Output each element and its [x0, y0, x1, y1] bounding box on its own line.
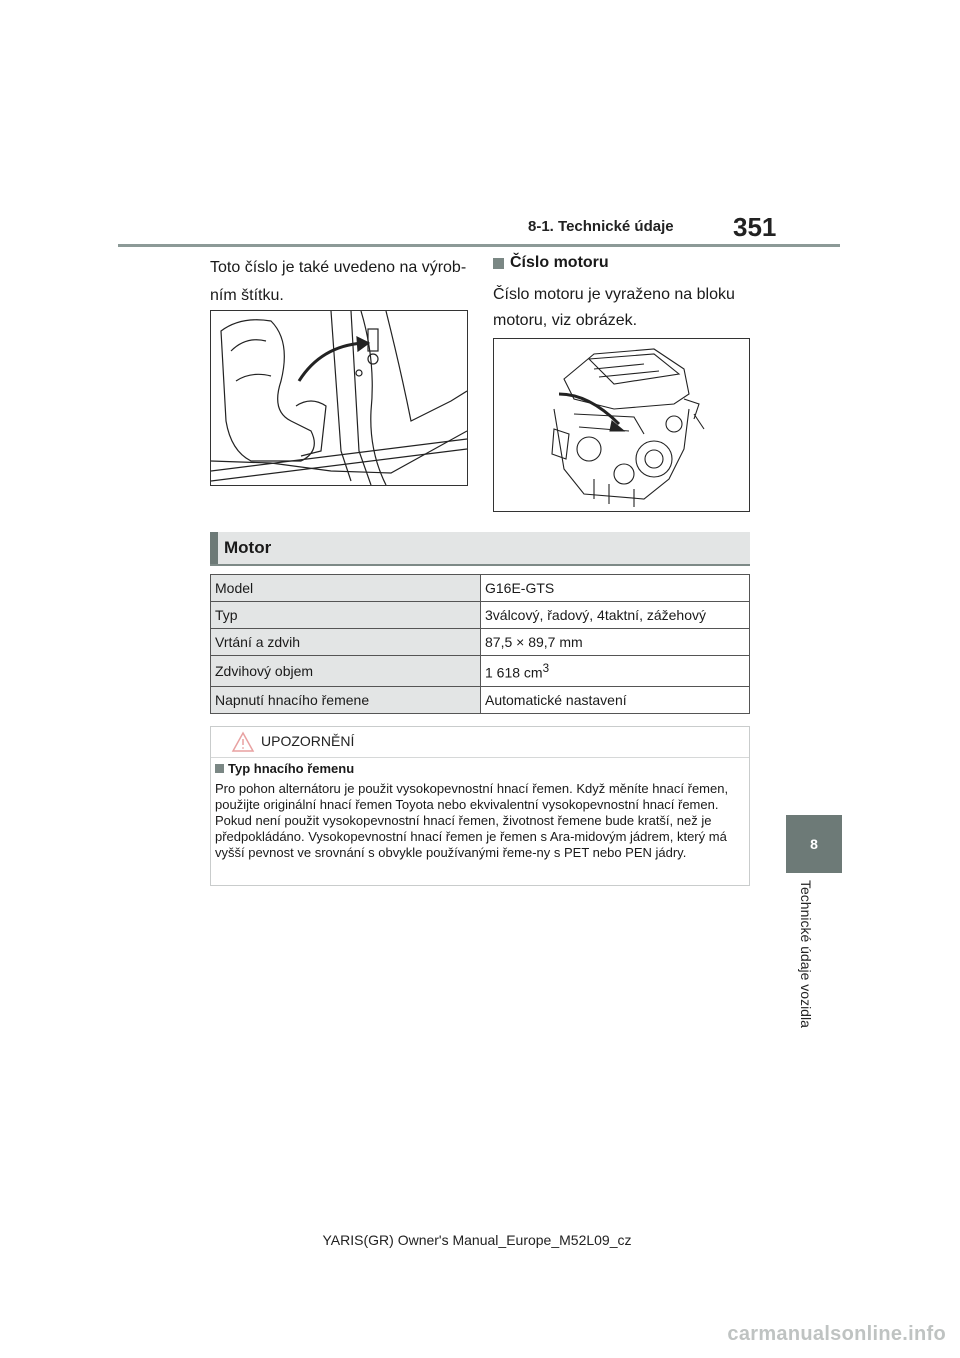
- spec-value: Automatické nastavení: [481, 687, 750, 714]
- warning-text: Pro pohon alternátoru je použit vysokopevnostní hnací řemen. Když měníte hnací řemen, použijte originální hnací řemen Toyota nebo ekvivalentní vysokopevnostní hnací řemen. Pokud není použit vysokopevnostní hnací řemen, životnost řemene bude kratší, než je předpokládáno. Vysokopevnostní hnací řemen je řemen s Ara-midovým jádrem, který má vyšší pevnost ve srovnání s obvykle používanými řeme-ny s PET nebo PEN jádry.: [215, 781, 729, 860]
- warning-box: [210, 726, 750, 886]
- spec-value: G16E-GTS: [481, 575, 750, 602]
- spec-value: 87,5 × 89,7 mm: [481, 629, 750, 656]
- chapter-tab: [786, 815, 842, 873]
- spec-label: Napnutí hnacího řemene: [211, 687, 481, 714]
- intro-text: Toto číslo je také uvedeno na výrob-ním štítku.: [210, 259, 467, 304]
- page-number: 351: [733, 212, 777, 242]
- motor-section-accent: [210, 532, 218, 564]
- footer-text: YARIS(GR) Owner's Manual_Europe_M52L09_cz: [322, 1232, 632, 1248]
- spec-label: Zdvihový objem: [211, 656, 481, 687]
- engine-illustration: [493, 338, 750, 512]
- spec-label: Typ: [211, 602, 481, 629]
- motor-section-header: [210, 532, 750, 566]
- spec-value-superscript: 3: [542, 662, 550, 676]
- section-title: 8-1. Technické údaje: [528, 218, 674, 235]
- spec-value: [481, 656, 750, 687]
- motor-section-title: Motor: [224, 538, 272, 557]
- warning-title: UPOZORNĚNÍ: [261, 733, 355, 749]
- bullet-square-icon: [493, 258, 504, 269]
- vin-label-illustration: [210, 310, 468, 486]
- chapter-side-label: Technické údaje vozidla: [798, 880, 814, 1028]
- footer: [0, 1232, 960, 1248]
- warning-subheading: [215, 761, 354, 776]
- table-row: [211, 629, 750, 656]
- engine-number-heading-label: Číslo motoru: [510, 254, 609, 271]
- spec-label: Model: [211, 575, 481, 602]
- header-rule: [118, 244, 840, 247]
- warning-triangle-icon: [231, 731, 255, 753]
- table-row: [211, 575, 750, 602]
- engine-number-heading: [493, 254, 609, 272]
- chapter-number: 8: [810, 836, 818, 852]
- warning-subheading-label: Typ hnacího řemenu: [228, 761, 355, 776]
- spec-label: Vrtání a zdvih: [211, 629, 481, 656]
- engine-number-text: Číslo motoru je vyraženo na bloku motoru, viz obrázek.: [493, 286, 735, 329]
- watermark: carmanualsonline.info: [727, 1323, 946, 1345]
- spec-value: 3válcový, řadový, 4taktní, zážehový: [481, 602, 750, 629]
- engine-specs-table: [210, 574, 750, 714]
- table-row: [211, 656, 750, 687]
- bullet-square-icon: [215, 764, 224, 773]
- table-row: [211, 602, 750, 629]
- spec-value-text: 1 618 cm: [485, 664, 543, 681]
- warning-header: [211, 727, 749, 758]
- table-row: [211, 687, 750, 714]
